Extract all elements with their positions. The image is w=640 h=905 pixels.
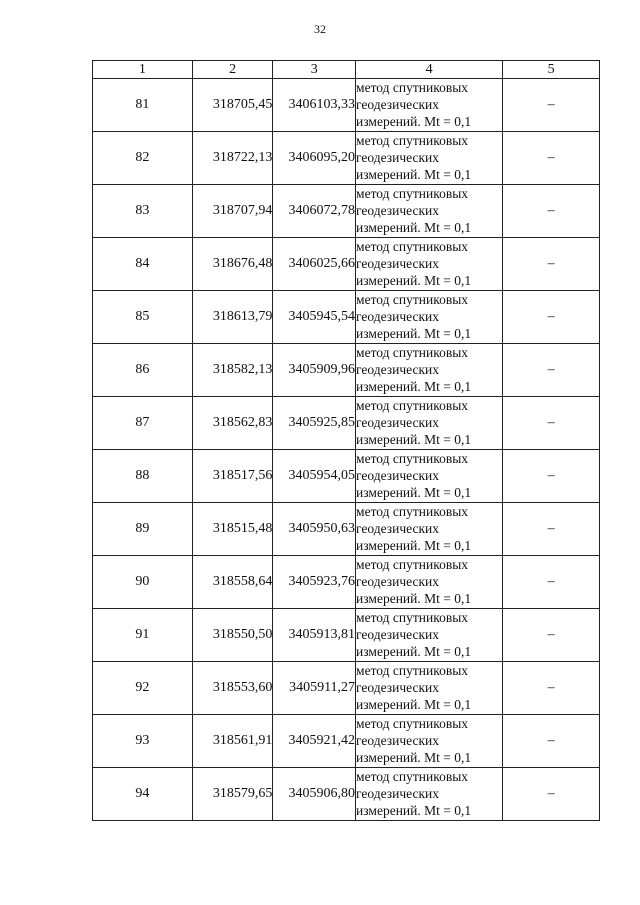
table-row xyxy=(93,715,600,768)
y-coordinate-cell: 3405911,27 xyxy=(273,662,356,715)
y-coordinate-cell: 3406103,33 xyxy=(273,79,356,132)
method-line: измерений. Mt = 0,1 xyxy=(356,114,472,129)
method-cell xyxy=(356,503,503,556)
method-line: геодезических xyxy=(356,150,439,165)
method-line: метод спутниковых xyxy=(356,345,469,360)
method-line: геодезических xyxy=(356,256,439,271)
method-line: геодезических xyxy=(356,203,439,218)
method-line: измерений. Mt = 0,1 xyxy=(356,803,472,818)
method-line: измерений. Mt = 0,1 xyxy=(356,485,472,500)
note-cell: – xyxy=(503,238,600,291)
y-coordinate-cell: 3406072,78 xyxy=(273,185,356,238)
x-coordinate-cell: 318562,83 xyxy=(192,397,273,450)
method-line: измерений. Mt = 0,1 xyxy=(356,379,472,394)
point-number-cell: 82 xyxy=(93,132,193,185)
method-cell xyxy=(356,291,503,344)
column-header-3: 3 xyxy=(273,61,356,79)
method-cell xyxy=(356,715,503,768)
method-cell xyxy=(356,132,503,185)
method-cell xyxy=(356,397,503,450)
point-number-cell: 91 xyxy=(93,609,193,662)
header-row xyxy=(93,61,600,79)
y-coordinate-cell: 3405954,05 xyxy=(273,450,356,503)
table-row xyxy=(93,132,600,185)
x-coordinate-cell: 318722,13 xyxy=(192,132,273,185)
method-line: метод спутниковых xyxy=(356,80,469,95)
table-row xyxy=(93,503,600,556)
y-coordinate-cell: 3406095,20 xyxy=(273,132,356,185)
point-number-cell: 94 xyxy=(93,768,193,821)
table-row xyxy=(93,291,600,344)
point-number-cell: 84 xyxy=(93,238,193,291)
point-number-cell: 90 xyxy=(93,556,193,609)
method-line: метод спутниковых xyxy=(356,663,469,678)
x-coordinate-cell: 318705,45 xyxy=(192,79,273,132)
table-row xyxy=(93,344,600,397)
y-coordinate-cell: 3405921,42 xyxy=(273,715,356,768)
point-number-cell: 89 xyxy=(93,503,193,556)
method-line: геодезических xyxy=(356,362,439,377)
point-number-cell: 92 xyxy=(93,662,193,715)
x-coordinate-cell: 318676,48 xyxy=(192,238,273,291)
method-line: метод спутниковых xyxy=(356,186,469,201)
x-coordinate-cell: 318515,48 xyxy=(192,503,273,556)
column-header-1: 1 xyxy=(93,61,193,79)
column-header-2: 2 xyxy=(192,61,273,79)
note-cell: – xyxy=(503,662,600,715)
method-line: геодезических xyxy=(356,733,439,748)
method-line: измерений. Mt = 0,1 xyxy=(356,750,472,765)
method-line: метод спутниковых xyxy=(356,451,469,466)
x-coordinate-cell: 318550,50 xyxy=(192,609,273,662)
table-row xyxy=(93,185,600,238)
method-line: измерений. Mt = 0,1 xyxy=(356,591,472,606)
table-row xyxy=(93,238,600,291)
x-coordinate-cell: 318582,13 xyxy=(192,344,273,397)
x-coordinate-cell: 318707,94 xyxy=(192,185,273,238)
point-number-cell: 81 xyxy=(93,79,193,132)
method-cell xyxy=(356,79,503,132)
table-row xyxy=(93,450,600,503)
method-cell xyxy=(356,768,503,821)
table-row xyxy=(93,556,600,609)
method-line: геодезических xyxy=(356,786,439,801)
note-cell: – xyxy=(503,132,600,185)
y-coordinate-cell: 3405950,63 xyxy=(273,503,356,556)
note-cell: – xyxy=(503,397,600,450)
x-coordinate-cell: 318553,60 xyxy=(192,662,273,715)
table-row xyxy=(93,609,600,662)
y-coordinate-cell: 3405945,54 xyxy=(273,291,356,344)
table-row xyxy=(93,397,600,450)
method-cell xyxy=(356,238,503,291)
table-row xyxy=(93,662,600,715)
point-number-cell: 83 xyxy=(93,185,193,238)
method-line: геодезических xyxy=(356,309,439,324)
page-number: 32 xyxy=(314,22,326,36)
point-number-cell: 85 xyxy=(93,291,193,344)
method-line: измерений. Mt = 0,1 xyxy=(356,697,472,712)
y-coordinate-cell: 3405923,76 xyxy=(273,556,356,609)
method-line: метод спутниковых xyxy=(356,292,469,307)
method-cell xyxy=(356,344,503,397)
note-cell: – xyxy=(503,715,600,768)
method-line: геодезических xyxy=(356,574,439,589)
x-coordinate-cell: 318561,91 xyxy=(192,715,273,768)
point-number-cell: 93 xyxy=(93,715,193,768)
method-line: измерений. Mt = 0,1 xyxy=(356,167,472,182)
y-coordinate-cell: 3405906,80 xyxy=(273,768,356,821)
note-cell: – xyxy=(503,556,600,609)
coordinates-table xyxy=(92,60,600,821)
point-number-cell: 86 xyxy=(93,344,193,397)
point-number-cell: 87 xyxy=(93,397,193,450)
note-cell: – xyxy=(503,344,600,397)
y-coordinate-cell: 3405913,81 xyxy=(273,609,356,662)
table-row xyxy=(93,79,600,132)
method-line: измерений. Mt = 0,1 xyxy=(356,538,472,553)
x-coordinate-cell: 318558,64 xyxy=(192,556,273,609)
method-line: метод спутниковых xyxy=(356,557,469,572)
method-line: метод спутниковых xyxy=(356,133,469,148)
table-row xyxy=(93,768,600,821)
method-line: измерений. Mt = 0,1 xyxy=(356,432,472,447)
method-cell xyxy=(356,556,503,609)
method-line: геодезических xyxy=(356,627,439,642)
method-line: измерений. Mt = 0,1 xyxy=(356,644,472,659)
x-coordinate-cell: 318579,65 xyxy=(192,768,273,821)
method-line: измерений. Mt = 0,1 xyxy=(356,326,472,341)
point-number-cell: 88 xyxy=(93,450,193,503)
column-header-4: 4 xyxy=(356,61,503,79)
method-cell xyxy=(356,185,503,238)
method-line: метод спутниковых xyxy=(356,239,469,254)
note-cell: – xyxy=(503,768,600,821)
method-line: геодезических xyxy=(356,680,439,695)
method-line: геодезических xyxy=(356,97,439,112)
method-line: геодезических xyxy=(356,415,439,430)
note-cell: – xyxy=(503,291,600,344)
y-coordinate-cell: 3405909,96 xyxy=(273,344,356,397)
method-cell xyxy=(356,450,503,503)
note-cell: – xyxy=(503,185,600,238)
method-line: геодезических xyxy=(356,521,439,536)
column-header-5: 5 xyxy=(503,61,600,79)
method-line: геодезических xyxy=(356,468,439,483)
note-cell: – xyxy=(503,450,600,503)
method-cell xyxy=(356,609,503,662)
y-coordinate-cell: 3405925,85 xyxy=(273,397,356,450)
method-line: метод спутниковых xyxy=(356,716,469,731)
method-cell xyxy=(356,662,503,715)
method-line: метод спутниковых xyxy=(356,504,469,519)
note-cell: – xyxy=(503,503,600,556)
x-coordinate-cell: 318613,79 xyxy=(192,291,273,344)
method-line: метод спутниковых xyxy=(356,398,469,413)
x-coordinate-cell: 318517,56 xyxy=(192,450,273,503)
note-cell: – xyxy=(503,609,600,662)
note-cell: – xyxy=(503,79,600,132)
method-line: измерений. Mt = 0,1 xyxy=(356,273,472,288)
method-line: метод спутниковых xyxy=(356,769,469,784)
y-coordinate-cell: 3406025,66 xyxy=(273,238,356,291)
method-line: измерений. Mt = 0,1 xyxy=(356,220,472,235)
method-line: метод спутниковых xyxy=(356,610,469,625)
